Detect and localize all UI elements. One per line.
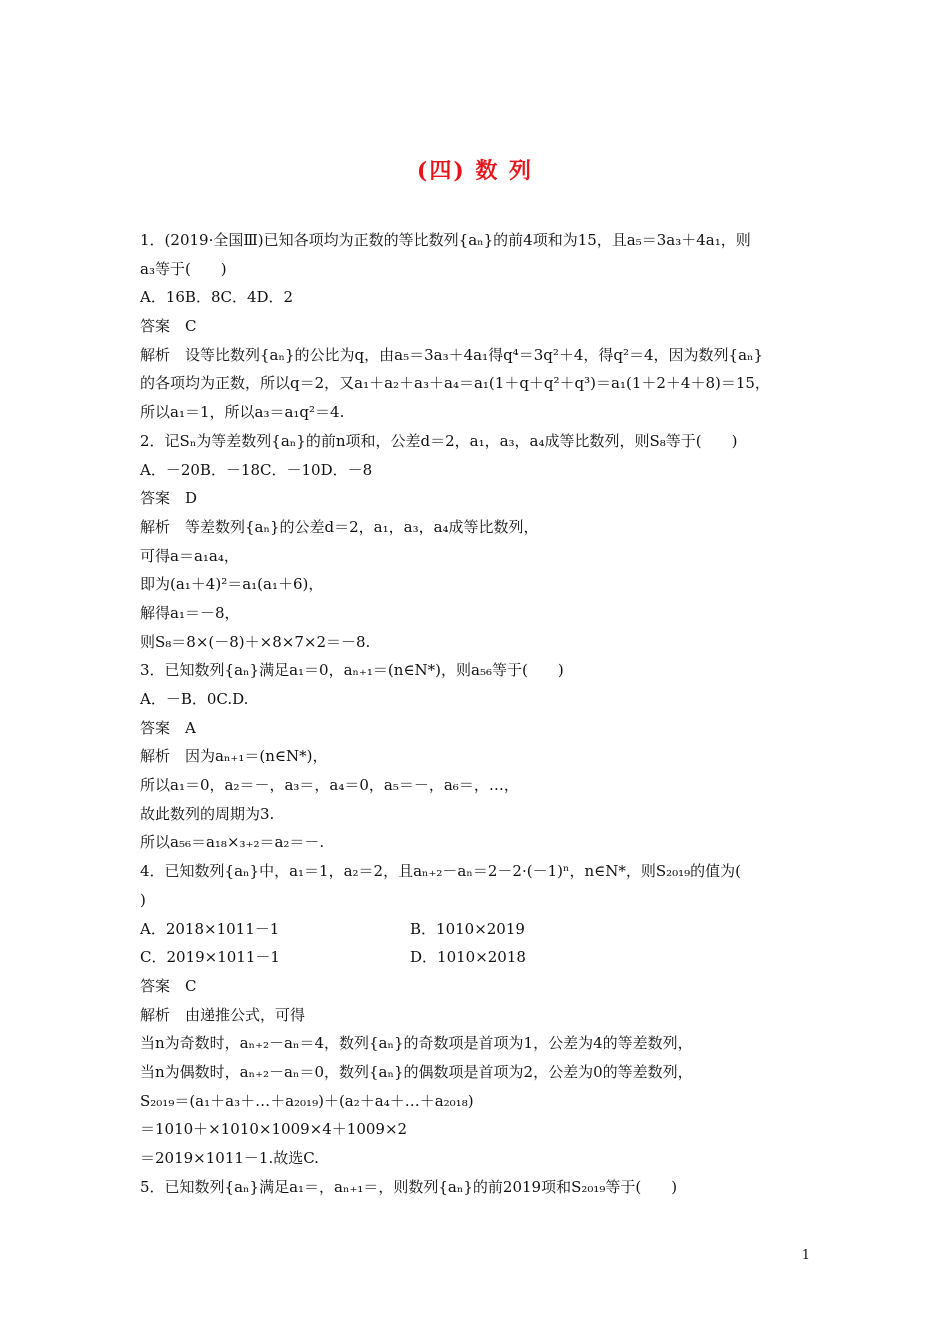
page-title: (四) 数 列	[416, 158, 534, 184]
text-line: A．16B．8C．4D．2	[140, 288, 294, 307]
text-line: 所以a₁＝0，a₂＝－，a₃＝，a₄＝0，a₅＝－，a₆＝，…，	[140, 776, 519, 795]
text-line: A．－20B．－18C．－10D．－8	[140, 460, 373, 479]
text-line: 解析 等差数列{aₙ}的公差d＝2，a₁，a₃，a₄成等比数列，	[140, 517, 539, 536]
text-line: 答案 D	[140, 489, 198, 508]
text-line: 5．已知数列{aₙ}满足a₁＝，aₙ₊₁＝，则数列{aₙ}的前2019项和S₂₀₁₉等于( )	[140, 1177, 678, 1196]
text-line: 则S₈＝8×(－8)＋×8×7×2＝－8.	[140, 632, 371, 651]
document-body	[140, 226, 820, 1201]
text-line: 所以a₅₆＝a₁₈×₃₊₂＝a₂＝－.	[140, 833, 325, 852]
text-line: 1．(2019·全国Ⅲ)已知各项均为正数的等比数列{aₙ}的前4项和为15，且a₅＝3a₃＋4a₁，则	[140, 231, 751, 249]
text-line: 可得a＝a₁a₄，	[140, 546, 239, 565]
option-row	[140, 943, 820, 972]
text-line: 答案 C	[140, 317, 197, 336]
text-line: 答案 C	[140, 976, 197, 995]
text-line: 答案 A	[140, 718, 196, 737]
text-line: ＝2019×1011－1.故选C.	[140, 1149, 319, 1167]
text-line: 即为(a₁＋4)²＝a₁(a₁＋6)，	[140, 575, 324, 594]
option-row	[140, 915, 820, 944]
page-number: 1	[801, 1248, 810, 1263]
option-a: A．2018×1011－1	[140, 919, 280, 938]
text-line: 解析 设等比数列{aₙ}的公比为q，由a₅＝3a₃＋4a₁得q⁴＝3q²＋4，得q²＝4，因为数列{aₙ}	[140, 345, 764, 364]
text-line: 故此数列的周期为3.	[140, 804, 275, 823]
option-c: C．2019×1011－1	[140, 948, 280, 967]
text-line: 3．已知数列{aₙ}满足a₁＝0，aₙ₊₁＝(n∈N*)，则a₅₆等于( )	[140, 661, 564, 680]
text-line: A．－B．0C.D.	[140, 690, 249, 708]
text-line: 当n为奇数时，aₙ₊₂－aₙ＝4，数列{aₙ}的奇数项是首项为1，公差为4的等差数列，	[140, 1034, 693, 1053]
text-line: 当n为偶数时，aₙ₊₂－aₙ＝0，数列{aₙ}的偶数项是首项为2，公差为0的等差数列，	[140, 1062, 693, 1081]
text-line: 2．记Sₙ为等差数列{aₙ}的前n项和，公差d＝2，a₁，a₃，a₄成等比数列，则S₈等于( )	[140, 431, 738, 450]
text-line: a₃等于( )	[140, 259, 227, 278]
text-line: 所以a₁＝1，所以a₃＝a₁q²＝4.	[140, 403, 345, 422]
text-line: S₂₀₁₉＝(a₁＋a₃＋…＋a₂₀₁₉)＋(a₂＋a₄＋…＋a₂₀₁₈)	[140, 1091, 474, 1110]
text-line: 解得a₁＝－8，	[140, 603, 240, 622]
text-line: ＝1010＋×1010×1009×4＋1009×2	[140, 1120, 408, 1139]
option-b: B．1010×2019	[410, 919, 525, 938]
text-line: 的各项均为正数，所以q＝2，又a₁＋a₂＋a₃＋a₄＝a₁(1＋q＋q²＋q³)＝a₁(1＋2＋4＋8)＝15，	[140, 374, 770, 393]
text-line: 解析 因为aₙ₊₁＝(n∈N*)，	[140, 747, 328, 766]
text-line: 解析 由递推公式，可得	[140, 1005, 306, 1024]
option-d: D．1010×2018	[410, 948, 526, 967]
text-line: 4．已知数列{aₙ}中，a₁＝1，a₂＝2，且aₙ₊₂－aₙ＝2－2·(－1)ⁿ，n∈N*，则S₂₀₁₉的值为(	[140, 862, 742, 881]
text-line: )	[140, 890, 146, 909]
